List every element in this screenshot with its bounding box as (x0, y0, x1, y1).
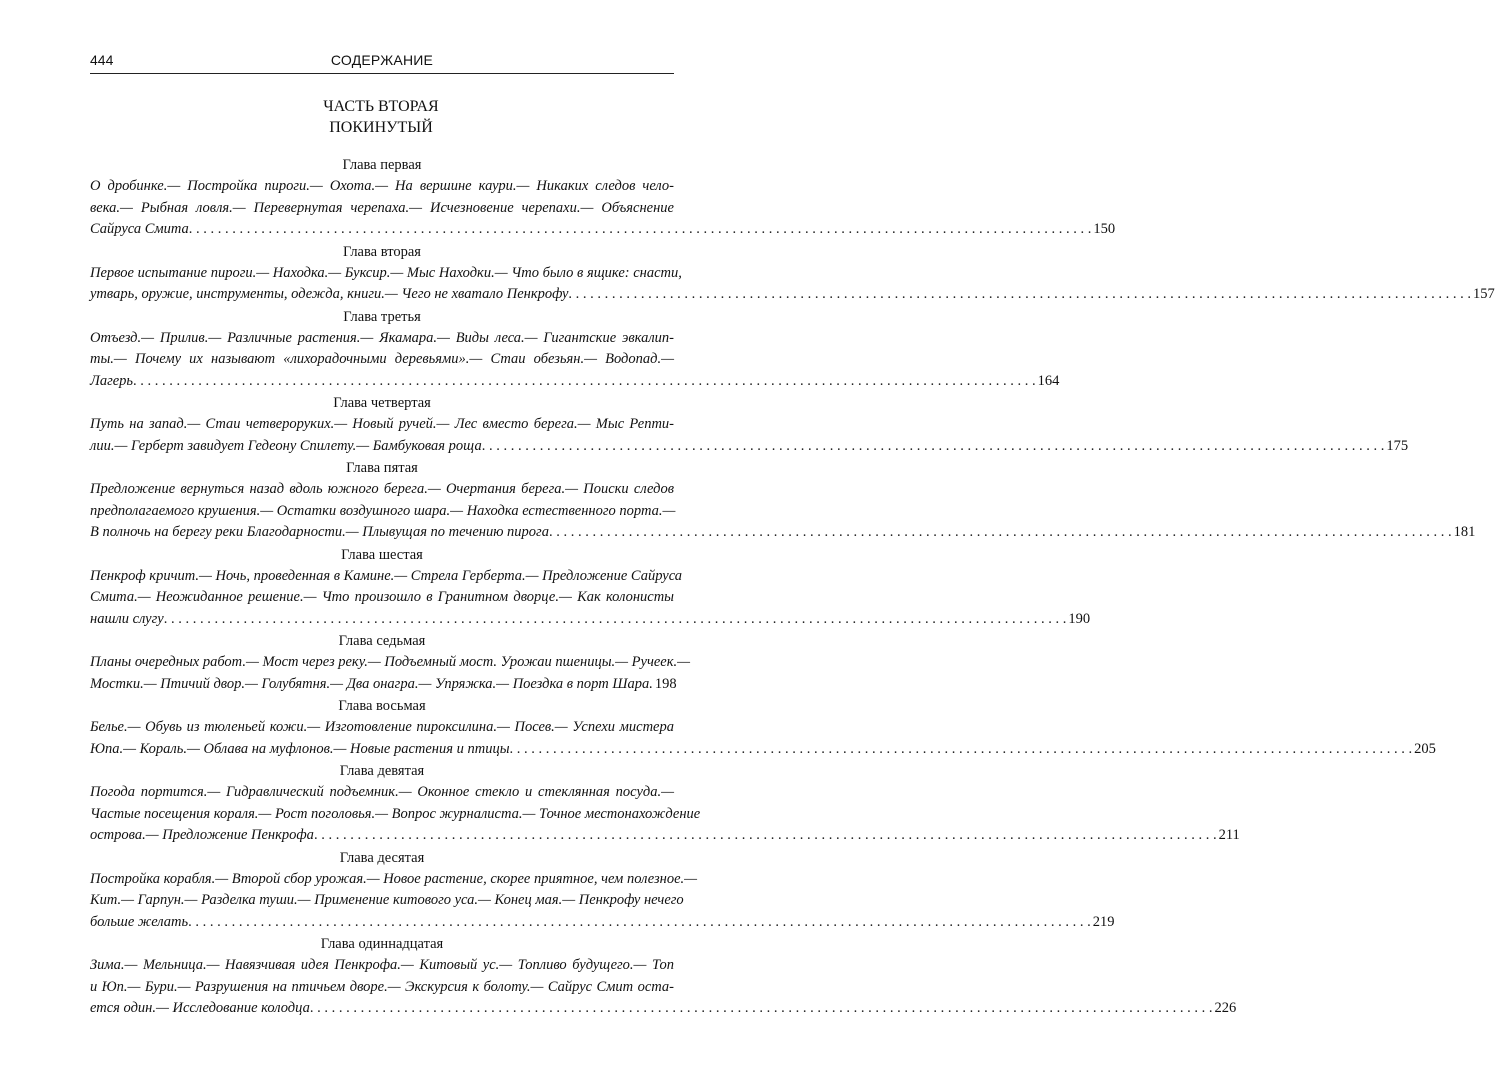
summary-last-line (90, 371, 1060, 393)
summary-last-line (90, 436, 1409, 458)
dot-leader (164, 609, 1067, 631)
summary-line: О дробинке.— Постройка пироги.— Охота.— На вершине каури.— Никаких следов чело- (90, 178, 674, 194)
toc-entry (90, 933, 1237, 1020)
table-of-contents (90, 154, 1495, 1020)
summary-line: Смита.— Неожиданное решение.— Что произошло в Гранитном дворце.— Как колонисты (90, 589, 674, 605)
summary-last-line (90, 522, 1476, 544)
summary-line: Частые посещения кораля.— Рост поголовья.— Вопрос журналиста.— Точное местонахождение (90, 805, 701, 822)
summary-line: Постройка корабля.— Второй сбор урожая.— Новое растение, скорее приятное, чем полезное.— (90, 870, 698, 887)
summary-line: Путь на запад.— Стаи четвероруких.— Новый ручей.— Лес вместо берега.— Мыс Репти- (90, 416, 674, 432)
summary-line: Погода портится.— Гидравлический подъемник.— Оконное стекло и стеклянная посуда.— (90, 784, 674, 800)
page-reference: 150 (1093, 221, 1116, 237)
summary-last-line (90, 609, 1091, 631)
chapter-summary (90, 263, 1495, 306)
dot-leader (189, 219, 1092, 241)
chapter-title: Глава седьмая (338, 633, 426, 649)
summary-last-line (90, 739, 1436, 761)
chapter-summary (90, 414, 1409, 457)
page-reference: 219 (1092, 913, 1115, 930)
chapter-title: Глава восьмая (338, 698, 426, 714)
part-title: ПОКИНУТЫЙ (329, 119, 433, 136)
chapter-summary (90, 652, 691, 695)
chapter-summary (90, 479, 1476, 544)
summary-line: Предложение вернуться назад вдоль южного берега.— Очертания берега.— Поиски следов (90, 481, 674, 497)
part-heading (0, 96, 762, 138)
summary-last-line (90, 284, 1495, 306)
chapter-title: Глава шестая (341, 546, 423, 563)
chapter-summary (90, 176, 1116, 241)
page-reference: 198 (654, 675, 677, 692)
page-reference: 226 (1214, 1000, 1237, 1016)
dot-leader (510, 739, 1413, 761)
page-reference: 157 (1473, 286, 1495, 302)
header-rule (90, 73, 674, 74)
toc-entry (90, 154, 1116, 241)
page-reference: 205 (1414, 740, 1436, 757)
summary-line: Кит.— Гарпун.— Разделка туши.— Применение китового уса.— Конец мая.— Пенкрофу нечего (90, 892, 684, 908)
summary-line: ты.— Почему их называют «лихорадочными деревьями».— Стаи обезьян.— Водопад.— (90, 351, 674, 367)
summary-last-line (90, 912, 1115, 934)
chapter-title: Глава третья (343, 308, 421, 325)
toc-entry (90, 544, 1091, 631)
dot-leader (568, 284, 1471, 306)
page-reference: 190 (1068, 610, 1091, 627)
chapter-title: Глава первая (342, 157, 422, 173)
summary-line: ется один.— Исследование колодца (90, 1000, 310, 1016)
dot-leader (314, 825, 1217, 847)
running-title: СОДЕРЖАНИЕ (330, 52, 434, 68)
toc-entry (90, 695, 1436, 760)
dot-leader (133, 371, 1036, 393)
summary-line: лии.— Герберт завидует Гедеону Спилету.— Бамбуковая роща (90, 437, 482, 454)
summary-line: Отъезд.— Прилив.— Различные растения.— Якамара.— Виды леса.— Гигантские эвкалип- (90, 329, 674, 346)
summary-line: Планы очередных работ.— Мост через реку.— Подъемный мост. Урожаи пшеницы.— Ручеек.— (90, 654, 691, 670)
summary-line: Белье.— Обувь из тюленьей кожи.— Изготовление пироксилина.— Посев.— Успехи мистера (90, 719, 674, 735)
summary-line: века.— Рыбная ловля.— Перевернутая черепаха.— Исчезновение черепахи.— Объяснение (90, 199, 674, 216)
summary-line: Пенкроф кричит.— Ночь, проведенная в Камине.— Стрела Герберта.— Предложение Сайруса (90, 567, 683, 584)
page-reference: 164 (1037, 372, 1060, 389)
summary-line: нашли слугу (90, 610, 164, 627)
toc-entry (90, 847, 1115, 934)
page-reference: 211 (1218, 827, 1240, 843)
chapter-title: Глава пятая (346, 460, 418, 476)
chapter-summary (90, 328, 1060, 393)
summary-line: утварь, оружие, инструменты, одежда, книги.— Чего не хватало Пенкрофу (90, 286, 569, 302)
summary-line: Мостки.— Птичий двор.— Голубятня.— Два онагра.— Упряжка.— Поездка в порт Шара. (90, 675, 653, 692)
toc-entry (90, 306, 1060, 393)
page-reference: 175 (1386, 437, 1409, 454)
toc-entry (90, 241, 1495, 306)
dot-leader (310, 998, 1213, 1020)
summary-line: В полночь на берегу реки Благодарности.— Плывущая по течению пирога (90, 524, 549, 540)
dot-leader (188, 912, 1091, 934)
chapter-title: Глава вторая (343, 243, 421, 260)
chapter-title: Глава четвертая (333, 395, 431, 411)
chapter-summary (90, 566, 1091, 631)
summary-last-line (90, 998, 1237, 1020)
chapter-summary (90, 782, 1240, 847)
summary-line: больше желать (90, 913, 189, 930)
summary-line: Лагерь (90, 372, 134, 389)
chapter-title: Глава девятая (339, 763, 425, 779)
chapter-summary (90, 869, 1115, 934)
toc-entry (90, 760, 1240, 847)
dot-leader (482, 436, 1385, 458)
page-number: 444 (90, 52, 114, 68)
chapter-summary (90, 955, 1237, 1020)
summary-last-line (90, 219, 1116, 241)
summary-line: Юпа.— Кораль.— Облава на муфлонов.— Новые растения и птицы (90, 740, 510, 757)
toc-entry (90, 392, 1409, 457)
summary-line: Зима.— Мельница.— Навязчивая идея Пенкрофа.— Китовый ус.— Топливо будущего.— Топ (90, 957, 674, 973)
page-header (90, 48, 674, 74)
chapter-title: Глава десятая (339, 849, 425, 866)
summary-line: Первое испытание пироги.— Находка.— Буксир.— Мыс Находки.— Что было в ящике: снасти, (90, 264, 682, 281)
toc-entry (90, 457, 1476, 544)
chapter-title: Глава одиннадцатая (320, 936, 444, 952)
summary-line: острова.— Предложение Пенкрофа (90, 827, 314, 843)
dot-leader (549, 522, 1452, 544)
chapter-summary (90, 717, 1436, 760)
part-number: ЧАСТЬ ВТОРАЯ (323, 98, 439, 115)
page-reference: 181 (1453, 524, 1476, 540)
toc-entry (90, 630, 691, 695)
summary-last-line (90, 825, 1240, 847)
summary-line: предполагаемого крушения.— Остатки воздушного шара.— Находка естественного порта.— (90, 502, 676, 519)
summary-last-line (90, 674, 677, 696)
summary-line: Сайруса Смита (90, 221, 189, 237)
summary-line: и Юп.— Бури.— Разрушения на птичьем дворе.— Экскурсия к болоту.— Сайрус Смит оста- (90, 978, 674, 995)
